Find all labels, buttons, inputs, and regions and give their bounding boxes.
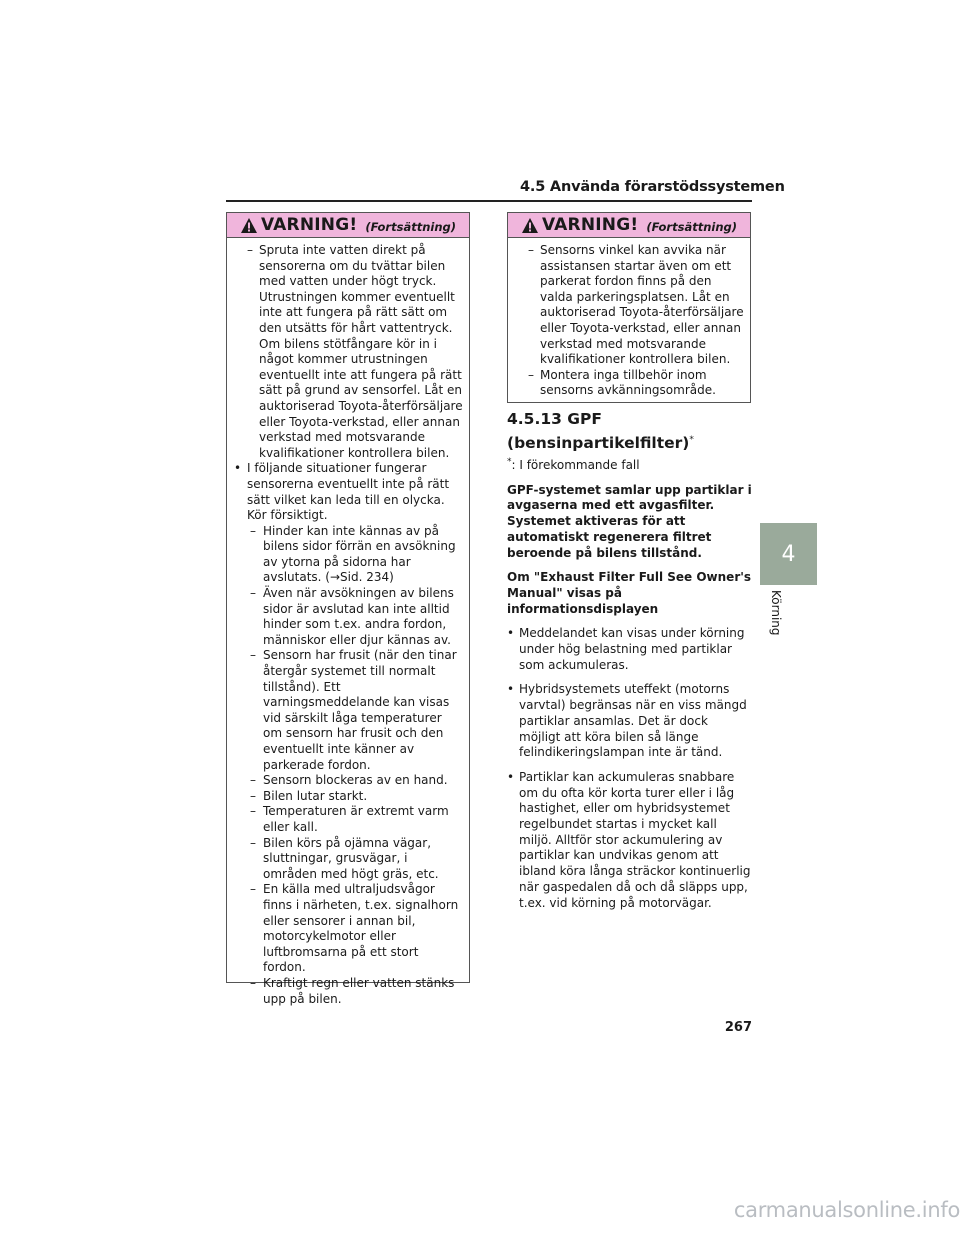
footnote xyxy=(507,455,752,474)
warning-item: – En källa med ultraljudsvågor finns i närheten, t.ex. signalhorn eller sensorer i annan bil, motorcykelmotor eller luftbromsarna på ett stort fordon. xyxy=(233,882,463,976)
warning-item: – Spruta inte vatten direkt på sensorerna om du tvättar bilen med vatten under högt tryck. Utrustningen kommer eventuellt inte att fungera på rätt sätt om den utsätts för hårt vattentryck. Om bilens stötfångare kör in i något kommer utrustningen eventuellt inte att fungera på rätt sätt på grund av sensorfel. Låt en auktoriserad Toyota-återförsäljare eller Toyota-verkstad, eller annan verkstad med motsvarande kvalifikationer kontrollera bilen. xyxy=(233,243,463,461)
warning-item: – Sensorns vinkel kan avvika när assistansen startar även om ett parkerat fordon finns på den valda parkeringsplatsen. Låt en auktoriserad Toyota-återförsäljare eller Toyota-verkstad, eller annan verkstad med motsvarande kvalifikationer kontrollera bilen. xyxy=(514,243,744,368)
footnote-mark: * xyxy=(507,457,512,467)
warning-item: – Bilen lutar starkt. xyxy=(233,789,463,805)
warning-item: – Hinder kan inte kännas av på bilens sidor förrän en avsökning av ytorna på sidorna har avslutats. (→Sid. 234) xyxy=(233,524,463,586)
warning-item: – Bilen körs på ojämna vägar, sluttningar, grusvägar, i områden med högt gräs, etc. xyxy=(233,836,463,883)
warning-item: – Temperaturen är extremt varm eller kall. xyxy=(233,804,463,835)
chapter-tab xyxy=(760,523,817,585)
warning-box-left xyxy=(226,212,470,1006)
warning-item: • I följande situationer fungerar sensorerna eventuellt inte på rätt sätt vilket kan leda till en olycka. Kör försiktigt. xyxy=(233,461,463,523)
warning-item: – Kraftigt regn eller vatten stänks upp på bilen. xyxy=(233,976,463,1007)
list-item: • Meddelandet kan visas under körning under hög belastning med partiklar som ackumuleras. xyxy=(507,626,752,673)
page-number: 267 xyxy=(724,1020,752,1035)
warning-header xyxy=(508,213,750,238)
warning-header xyxy=(227,213,469,238)
warning-item: – Sensorn har frusit (när den tinar återgår systemet till normalt tillstånd). Ett varningsmeddelande kan visas vid särskilt låga temperaturer om sensorn har frusit och den eventuellt inte känner av parkerade fordon. xyxy=(233,648,463,773)
section-heading xyxy=(507,409,752,454)
section-subheading: Om "Exhaust Filter Full See Owner's Manual" visas på informationsdisplayen xyxy=(507,570,752,616)
section-heading-line1: 4.5.13 GPF xyxy=(507,410,602,428)
warning-title: VARNING! xyxy=(541,215,639,235)
chapter-label: Körning xyxy=(769,590,783,636)
warning-body xyxy=(227,238,469,1013)
warning-item: – Sensorn blockeras av en hand. xyxy=(233,773,463,789)
footnote-text: : I förekommande fall xyxy=(511,458,640,472)
warning-triangle-icon xyxy=(240,217,258,234)
warning-item: – Även när avsökningen av bilens sidor är avslutad kan inte alltid hinder som t.ex. andra fordon, människor eller djur kännas av. xyxy=(233,586,463,648)
warning-triangle-icon xyxy=(521,217,539,234)
warning-box-right xyxy=(507,212,751,403)
watermark: carmanualsonline.info xyxy=(733,1198,960,1222)
section-intro: GPF-systemet samlar upp partiklar i avgaserna med ett avgasfilter. Systemet aktiveras för att automatiskt regenerera filtret beroende på bilens tillstånd. xyxy=(507,482,752,560)
section-body xyxy=(507,455,752,920)
list-item: • Hybridsystemets uteffekt (motorns varvtal) begränsas när en viss mängd partiklar ansamlas. Det är dock möjligt att köra bilen så länge felindikeringslampan inte är tänd. xyxy=(507,682,752,761)
warning-subtitle: (Fortsättning) xyxy=(365,220,457,234)
section-heading-mark: * xyxy=(689,435,694,445)
page-header-title: 4.5 Använda förarstödssystemen xyxy=(520,179,785,195)
warning-item: – Montera inga tillbehör inom sensorns avkänningsområde. xyxy=(514,368,744,399)
warning-body xyxy=(508,238,750,405)
warning-title: VARNING! xyxy=(260,215,358,235)
section-heading-line2: (bensinpartikelfilter) xyxy=(507,434,690,453)
list-item: • Partiklar kan ackumuleras snabbare om du ofta kör korta turer eller i låg hastighet, eller om hybridsystemet regelbundet startas i mycket kall miljö. Alltför stor ackumulering av partiklar kan undvikas genom att ibland köra långa sträckor kontinuerlig när gaspedalen då och då släpps upp, t.ex. vid körning på motorvägar. xyxy=(507,770,752,911)
chapter-number: 4 xyxy=(781,541,796,567)
header-rule xyxy=(226,200,752,202)
warning-subtitle: (Fortsättning) xyxy=(646,220,738,234)
